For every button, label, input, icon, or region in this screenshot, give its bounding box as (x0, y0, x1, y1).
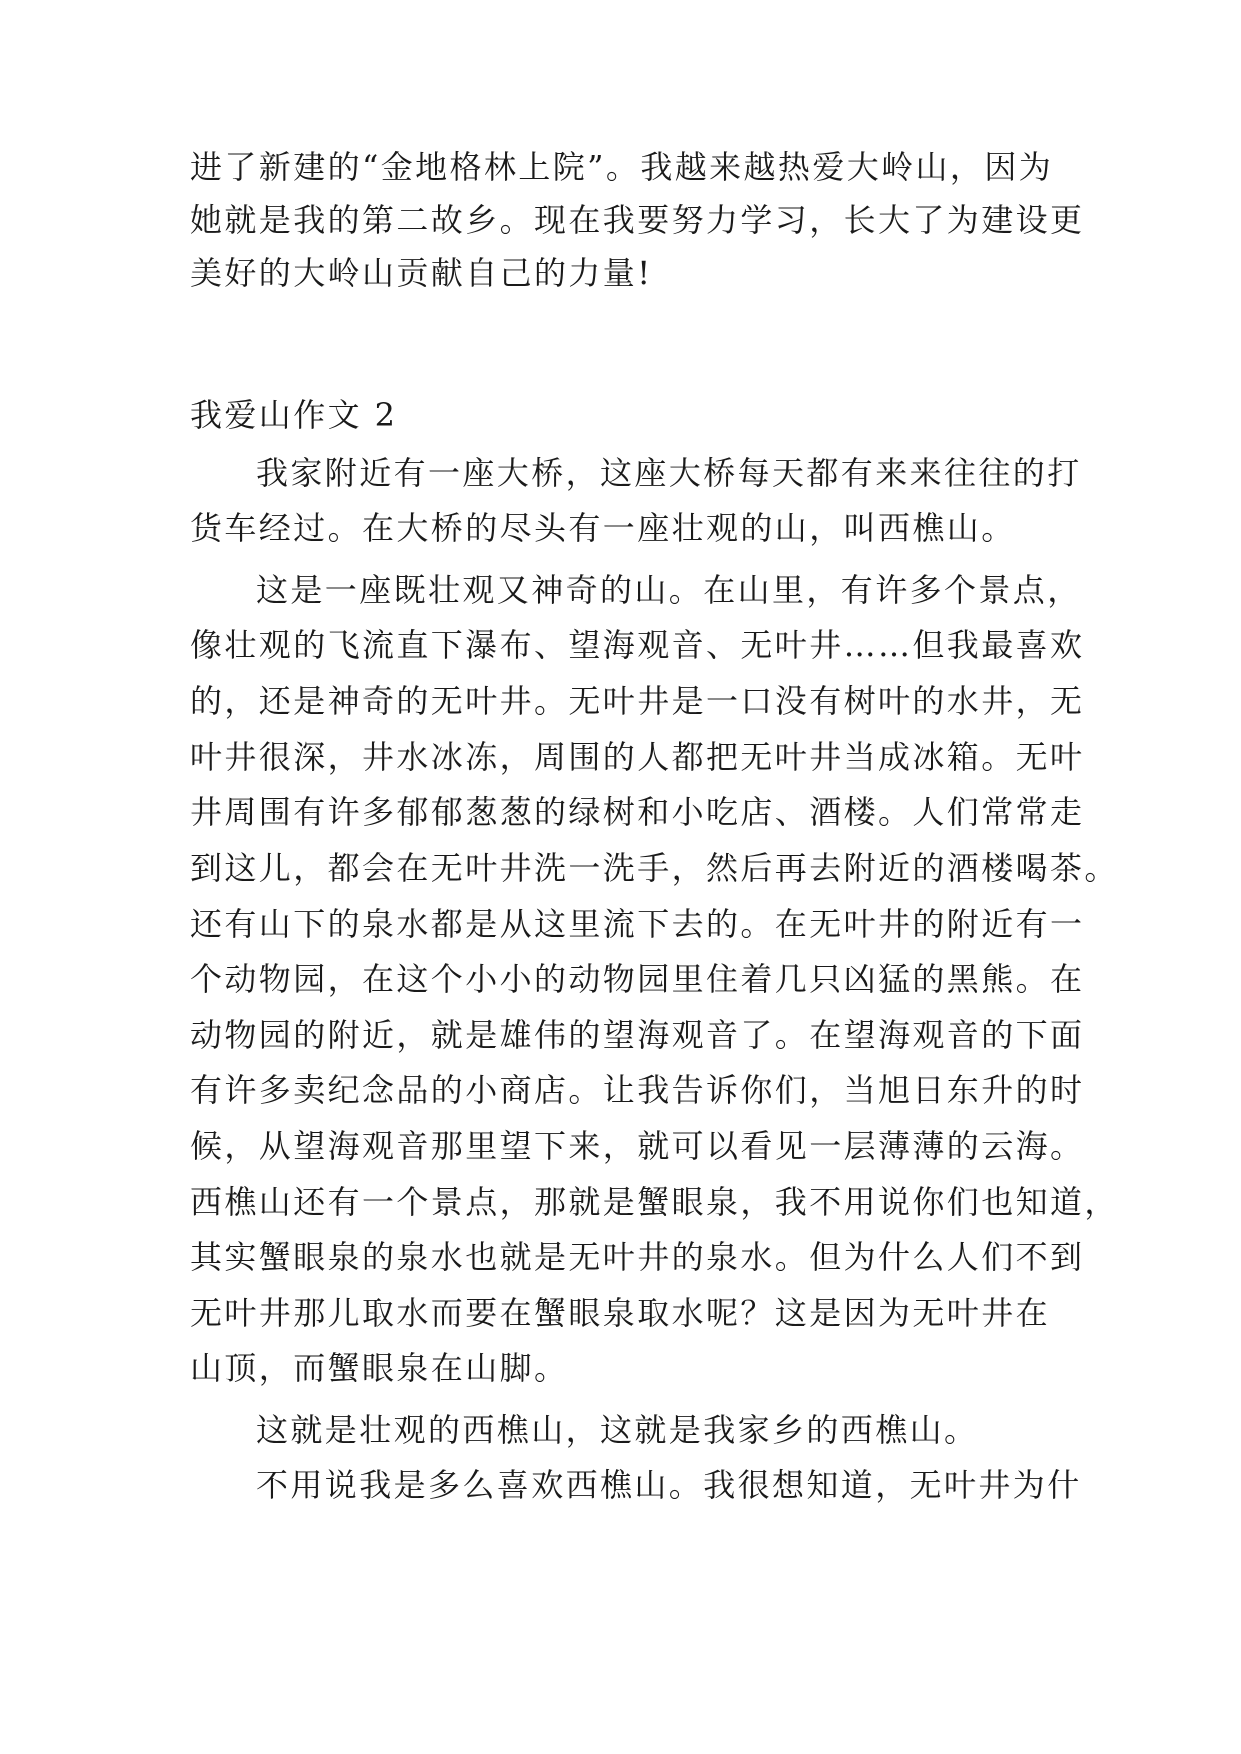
text-line: 动物园的附近，就是雄伟的望海观音了。在望海观音的下面 (190, 1016, 1085, 1054)
text-line: 无叶井那儿取水而要在蟹眼泉取水呢？这是因为无叶井在 (190, 1294, 1051, 1332)
text-line: 这是一座既壮观又神奇的山。在山里，有许多个景点， (256, 571, 1082, 609)
text-line: 叶井很深，井水冰冻，周围的人都把无叶井当成冰箱。无叶 (190, 738, 1085, 776)
text-line: 货车经过。在大桥的尽头有一座壮观的山，叫西樵山。 (190, 509, 1016, 547)
text-line: 候，从望海观音那里望下来，就可以看见一层薄薄的云海。 (190, 1127, 1085, 1165)
text-line: 的，还是神奇的无叶井。无叶井是一口没有树叶的水井，无 (190, 682, 1085, 720)
text-line: 像壮观的飞流直下瀑布、望海观音、无叶井……但我最喜欢 (190, 626, 1085, 664)
text-line: 我家附近有一座大桥，这座大桥每天都有来来往往的打 (256, 454, 1082, 492)
text-line: 井周围有许多郁郁葱葱的绿树和小吃店、酒楼。人们常常走 (190, 793, 1085, 831)
text-line: 她就是我的第二故乡。现在我要努力学习，长大了为建设更 (190, 201, 1085, 239)
text-line: 这就是壮观的西樵山，这就是我家乡的西樵山。 (256, 1411, 979, 1449)
text-line: 还有山下的泉水都是从这里流下去的。在无叶井的附近有一 (190, 905, 1085, 943)
text-line: 山顶，而蟹眼泉在山脚。 (190, 1349, 569, 1387)
text-line: 进了新建的“金地格林上院”。我越来越热爱大岭山，因为 (190, 148, 1054, 186)
text-line: 有许多卖纪念品的小商店。让我告诉你们，当旭日东升的时 (190, 1071, 1085, 1109)
text-line: 其实蟹眼泉的泉水也就是无叶井的泉水。但为什么人们不到 (190, 1238, 1085, 1276)
text-line: 美好的大岭山贡献自己的力量! (190, 254, 653, 292)
section-heading: 我爱山作文 2 (190, 396, 398, 434)
text-line: 个动物园，在这个小小的动物园里住着几只凶猛的黑熊。在 (190, 960, 1085, 998)
text-line: 西樵山还有一个景点，那就是蟹眼泉，我不用说你们也知道， (190, 1183, 1119, 1221)
text-line: 不用说我是多么喜欢西樵山。我很想知道，无叶井为什 (256, 1466, 1082, 1504)
text-line: 到这儿，都会在无叶井洗一洗手，然后再去附近的酒楼喝茶。 (190, 849, 1119, 887)
